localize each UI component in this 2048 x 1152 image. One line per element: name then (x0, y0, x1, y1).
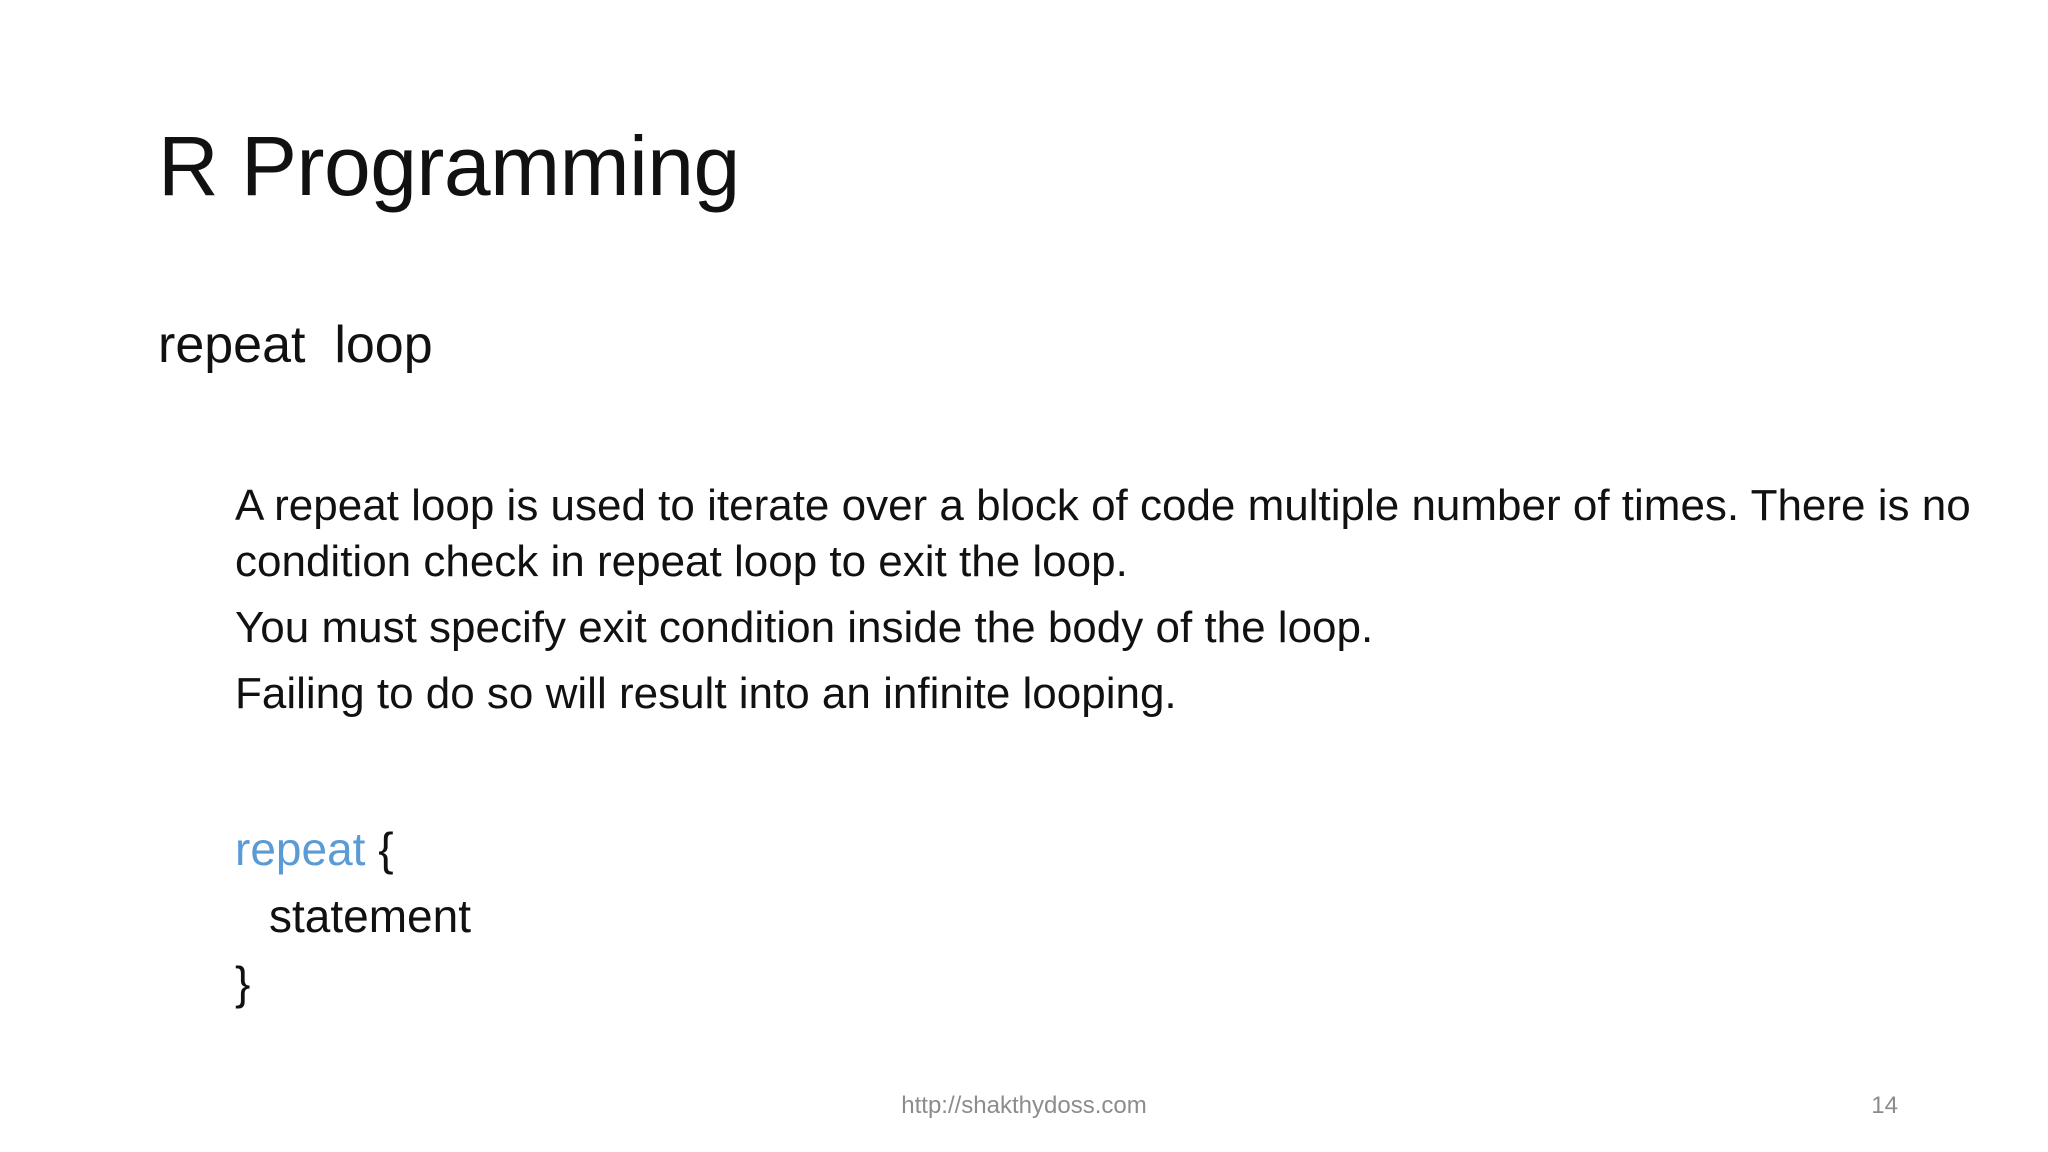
body-paragraph-2: You must specify exit condition inside the body of the loop. (235, 603, 1374, 652)
footer-url: http://shakthydoss.com (901, 1092, 1147, 1119)
code-keyword: repeat (235, 823, 366, 875)
slide-body (235, 478, 1995, 732)
code-close-brace: } (235, 957, 251, 1009)
code-block (235, 816, 471, 1017)
code-open-brace: { (365, 823, 394, 875)
code-line-1 (235, 816, 471, 883)
body-paragraph-3: Failing to do so will result into an infinite looping. (235, 669, 1177, 718)
code-statement: statement (269, 890, 471, 942)
slide-subtitle: repeat loop (158, 316, 433, 374)
code-line-2 (235, 883, 471, 950)
code-line-3 (235, 950, 471, 1017)
slide-title: R Programming (158, 119, 740, 213)
body-paragraph-1: A repeat loop is used to iterate over a block of code multiple number of times. There is no condition check in repeat loop to exit the loop. (235, 481, 1971, 586)
page-number: 14 (1871, 1092, 1898, 1119)
